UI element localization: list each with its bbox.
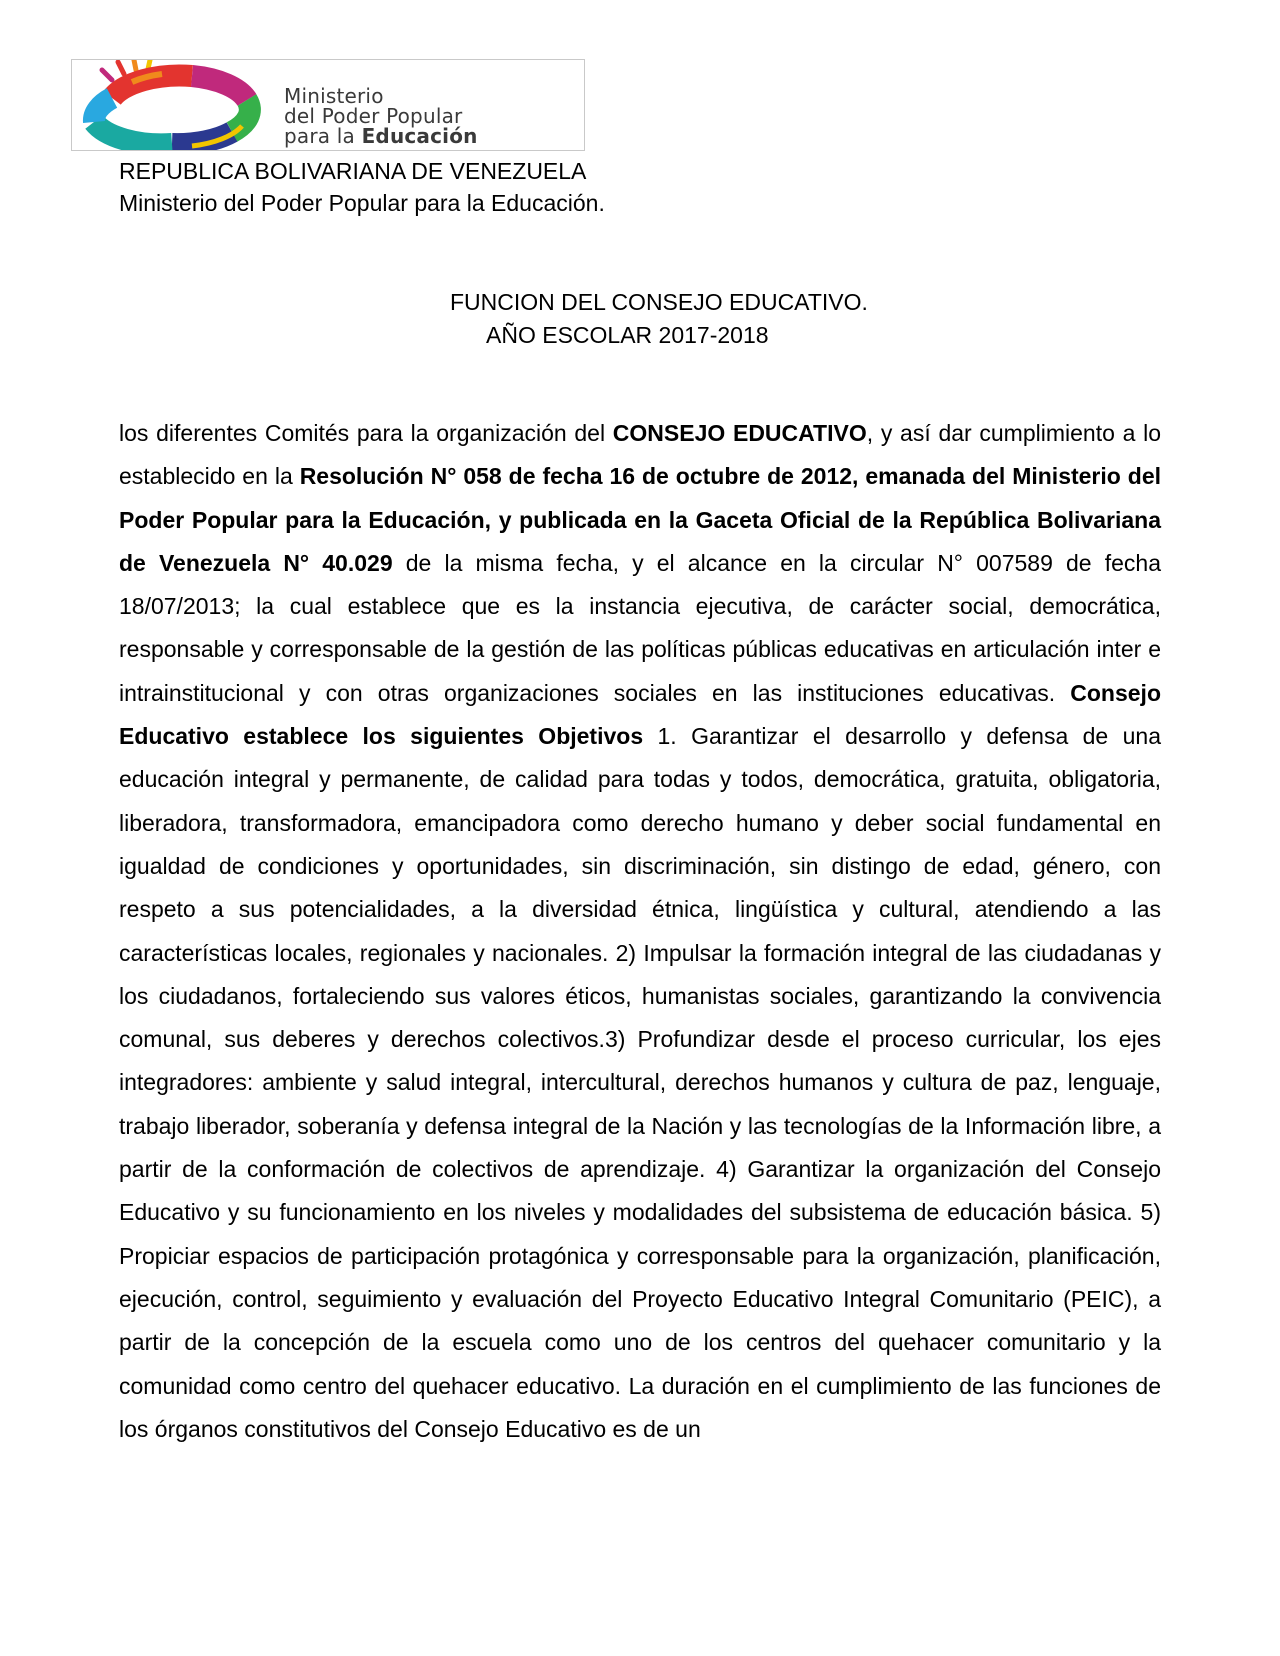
logo-line-3 [284,126,478,146]
logo-line-3-prefix: para la [284,124,362,148]
header-ministry: Ministerio del Poder Popular para la Educación. [119,190,605,216]
ring-center [122,90,222,130]
title-line-1: FUNCION DEL CONSEJO EDUCATIVO. [450,289,868,315]
body-bold-consejo: CONSEJO EDUCATIVO [612,420,867,446]
document-header [119,155,605,219]
body-text-2: , y así dar cumplimiento a lo establecido en la [119,420,1162,490]
body-text-3: de la misma fecha, y el alcance en la circular N° 007589 de fecha 18/07/2013; la cual establece que es la instancia ejecutiva, de carácter social, democrática, responsable y corresponsable de la gestión de las políticas públicas educativas en articulación inter e intrainstitucional y con otras organizaciones sociales en las instituciones educativas. [119,549,1161,706]
ray [102,70,112,80]
header-country: REPUBLICA BOLIVARIANA DE VENEZUELA [119,158,587,184]
body-text-1: los diferentes Comités para la organización del [119,420,613,446]
logo-wordmark [284,86,478,146]
ministry-logo [71,59,585,151]
body-bold-resolucion: Resolución N° 058 de fecha 16 de octubre de 2012, emanada del Ministerio del Poder Popular para la Educación, y publicada en la Gaceta Oficial de la República Bolivariana de Venezuela N° 40.029 [119,463,1161,576]
body-paragraph [119,412,1161,1451]
ring-segment-blue [94,98,112,122]
ray [118,62,124,74]
logo-line-2: del Poder Popular [284,104,463,128]
title-line-2: AÑO ESCOLAR 2017-2018 [486,322,769,348]
logo-line-1: Ministerio [284,84,384,108]
body-bold-objetivos: Consejo Educativo establece los siguientes Objetivos [119,679,1161,750]
body-text-4: 1. Garantizar el desarrollo y defensa de una educación integral y permanente, de calidad para todas y todos, democrática, gratuita, obligatoria, liberadora, transformadora, emancipadora como derecho humano y deber social fundamental en igualdad de condiciones y oportunidades, sin discriminación, sin distingo de edad, género, con respeto a sus potencialidades, a la diversidad étnica, lingüística y cultural, atendiendo a las características locales, regionales y nacionales. 2) Impulsar la formación integral de las ciudadanas y los ciudadanos, fortaleciendo sus valores éticos, humanistas sociales, garantizando la convivencia comunal, sus deberes y derechos colectivos.3) Profundizar desde el proceso curricular, los ejes integradores: ambiente y salud integral, intercultural, derechos humanos y cultura de paz, lenguaje, trabajo liberador, soberanía y defensa integral de la Nación y las tecnologías de la Información libre, a partir de la conformación de colectivos de aprendizaje. 4) Garantizar la organización del Consejo Educativo y su funcionamiento en los niveles y modalidades del subsistema de educación básica. 5) Propiciar espacios de participación protagónica y corresponsable para la organización, planificación, ejecución, control, seguimiento y evaluación del Proyecto Educativo Integral Comunitario (PEIC), a partir de la concepción de la escuela como uno de los centros del quehacer comunitario y la comunidad como centro del quehacer educativo. La duración en el cumplimiento de las funciones de los órganos constitutivos del Consejo Educativo es de un [119,723,1161,1442]
logo-line-3-bold: Educación [361,124,478,148]
ministry-emblem-icon [72,60,282,151]
ray [134,60,136,70]
